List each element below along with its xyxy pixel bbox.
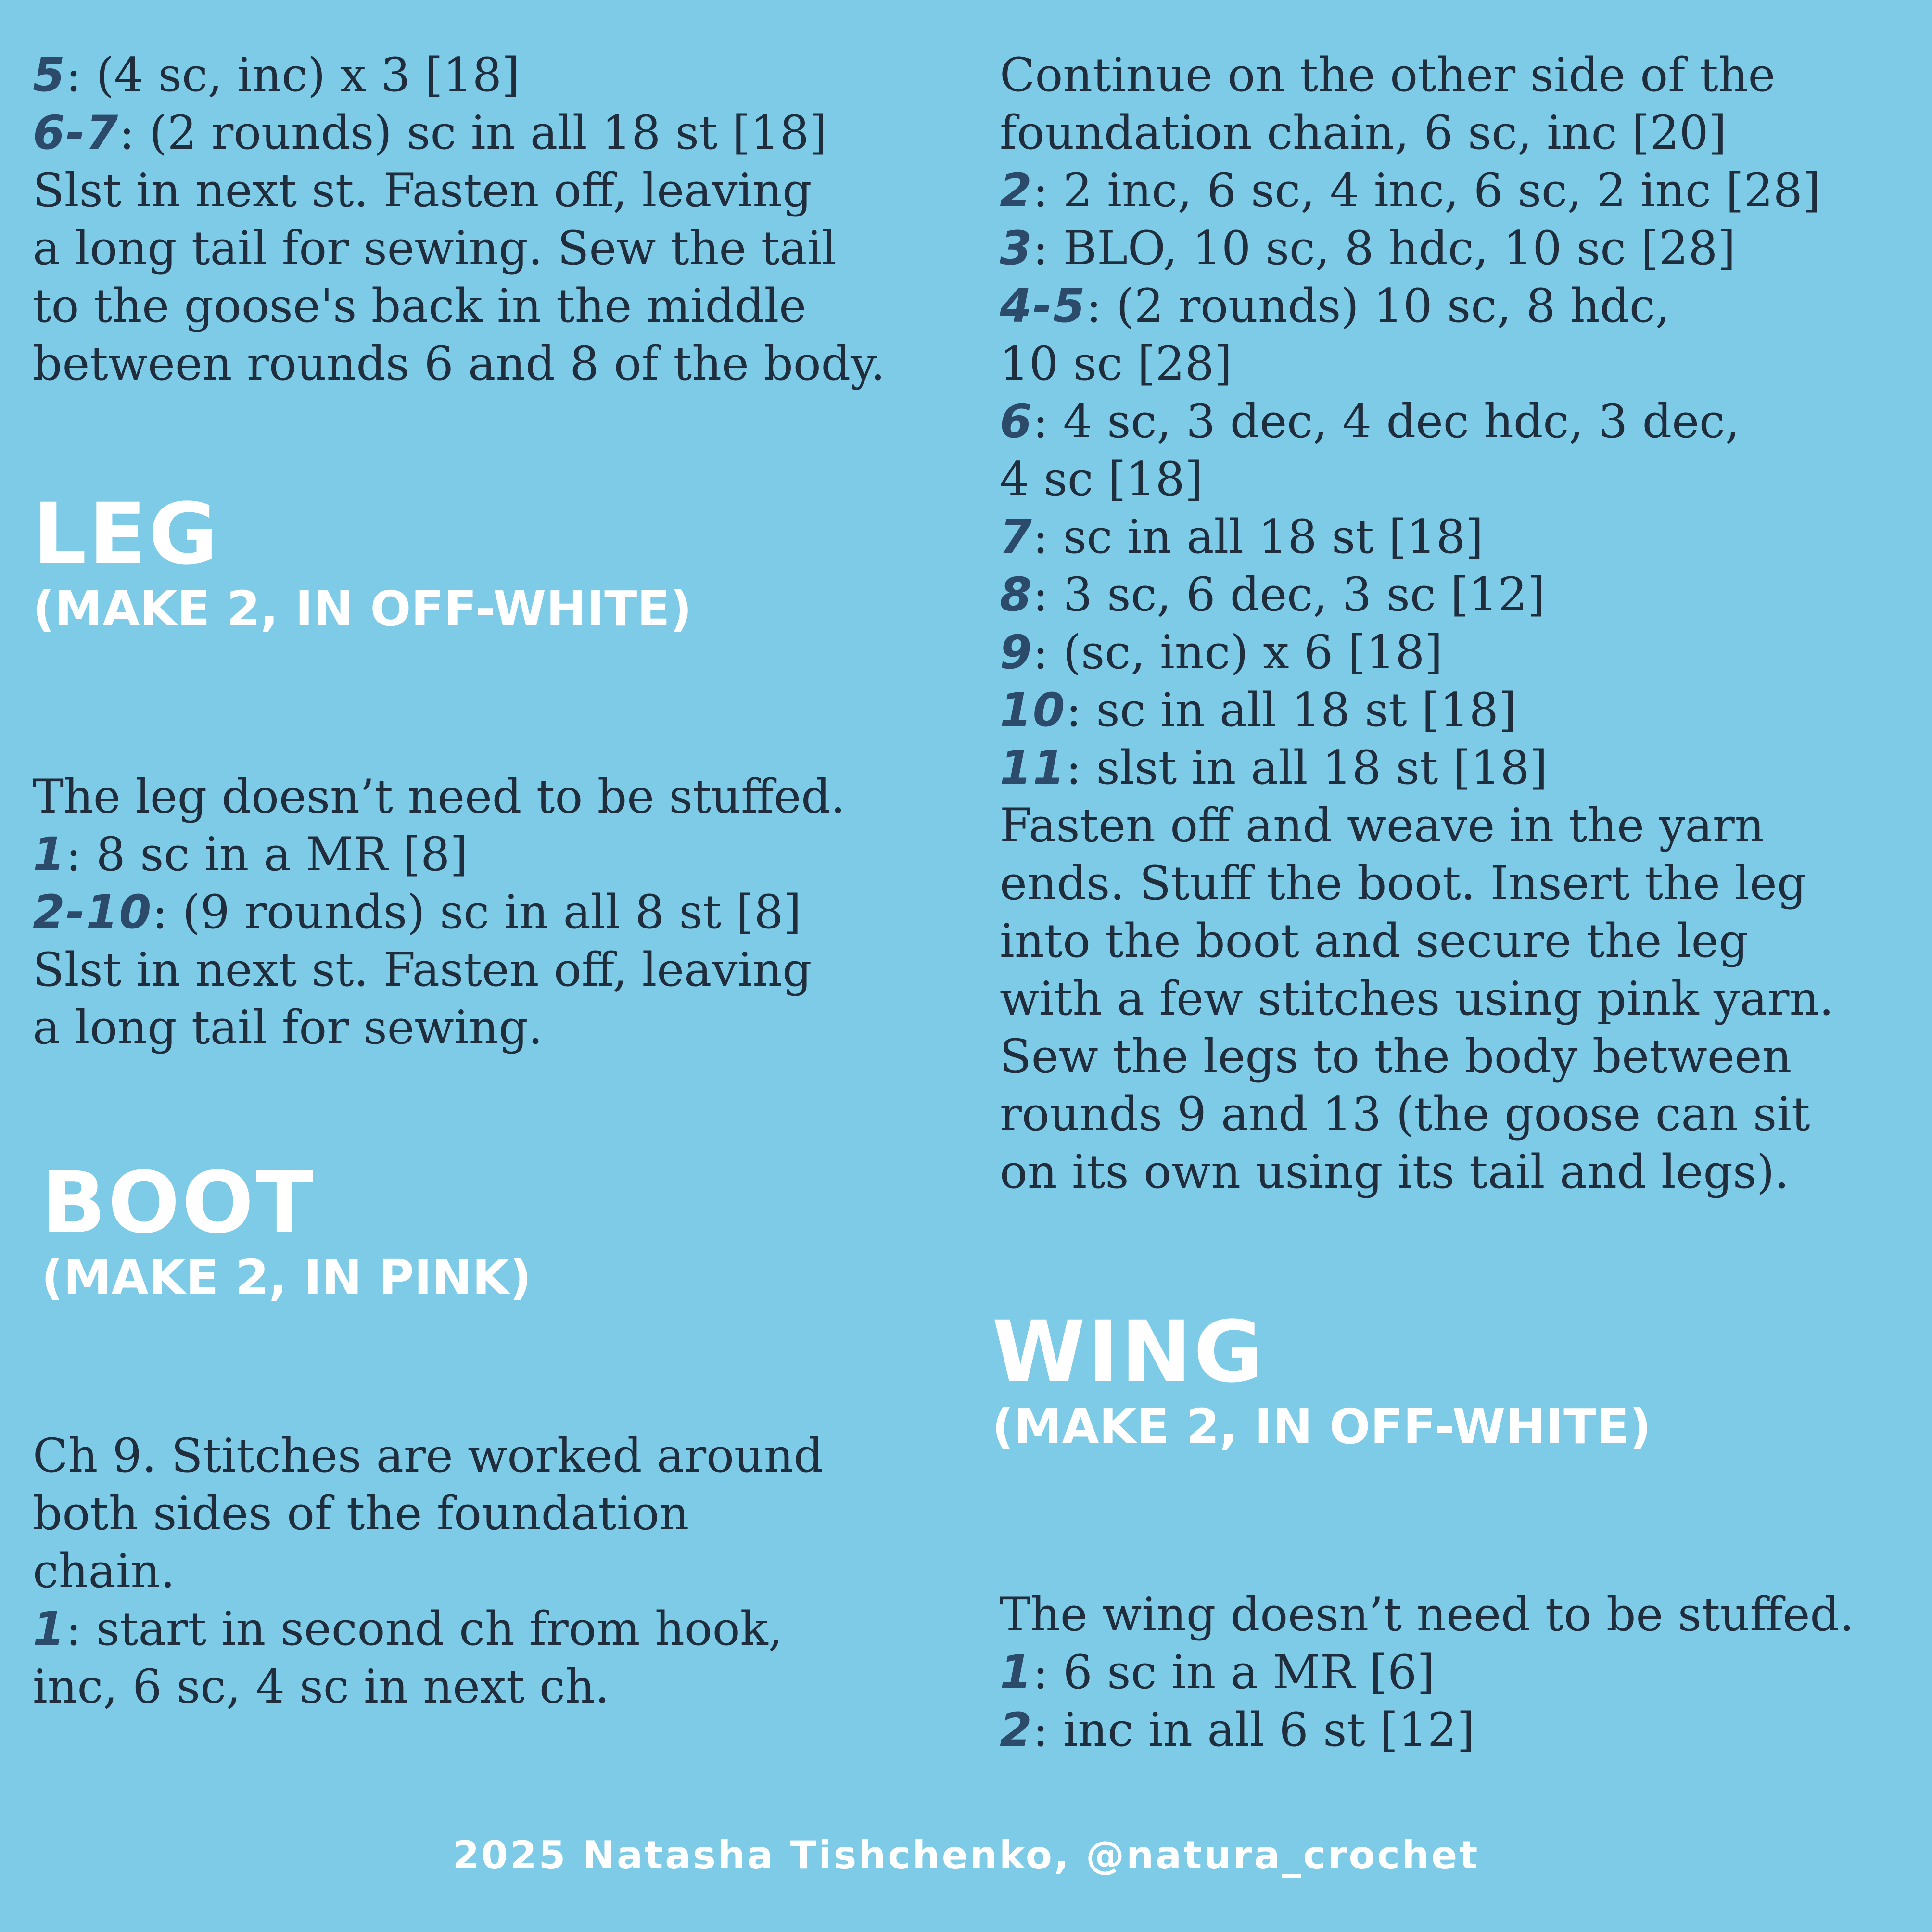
leg-note: The leg doesn’t need to be stuffed.	[33, 770, 846, 824]
round-instruction: : 6 sc in a MR [6]	[1032, 1645, 1435, 1699]
round-instruction: : 4 sc, 3 dec, 4 dec hdc, 3 dec,	[1032, 394, 1740, 448]
round-instruction: : (9 rounds) sc in all 8 st [8]	[152, 885, 801, 939]
pattern-round	[1000, 681, 1914, 739]
instruction-line: a long tail for sewing.	[33, 1001, 543, 1055]
round-instruction: : sc in all 18 st [18]	[1066, 683, 1517, 737]
instruction-line: a long tail for sewing. Sew the tail	[33, 221, 837, 275]
instruction-line: to the goose's back in the middle	[33, 279, 806, 333]
round-instruction: : (sc, inc) x 6 [18]	[1032, 625, 1443, 679]
instruction-line: into the boot and secure the leg	[1000, 914, 1748, 968]
instruction-line: Fasten off and weave in the yarn	[1000, 799, 1765, 852]
round-number: 5	[33, 48, 66, 102]
pattern-round	[1000, 335, 1914, 393]
pattern-round	[1000, 739, 1914, 797]
instruction-line: Slst in next st. Fasten off, leaving	[33, 943, 812, 997]
boot-subtitle: (MAKE 2, IN PINK)	[41, 1249, 532, 1306]
round-number: 1	[33, 1602, 66, 1656]
round-number: 2	[1000, 164, 1033, 217]
boot-title: BOOT	[41, 1154, 316, 1252]
leg-title: LEG	[33, 485, 220, 584]
round-number: 1	[33, 827, 66, 881]
pattern-round	[1000, 508, 1914, 566]
pattern-round	[1000, 393, 1914, 450]
pattern-round	[1000, 1643, 1914, 1701]
round-instruction: : sc in all 18 st [18]	[1032, 510, 1484, 564]
right-column	[992, 46, 1914, 1759]
footer-credit: 2025 Natasha Tishchenko, @natura_crochet	[452, 1833, 1480, 1878]
round-instruction: : 8 sc in a MR [8]	[65, 827, 468, 881]
round-instruction: : (2 rounds) 10 sc, 8 hdc,	[1086, 279, 1670, 333]
instruction-line: both sides of the foundation	[33, 1487, 689, 1540]
pattern-round	[33, 46, 976, 104]
pattern-round	[1000, 162, 1914, 219]
round-number: 8	[1000, 568, 1033, 622]
pattern-round	[33, 104, 976, 162]
wing-title: WING	[992, 1303, 1265, 1401]
pattern-round	[1000, 219, 1914, 277]
instruction-line: Slst in next st. Fasten off, leaving	[33, 164, 812, 217]
round-instruction: : (4 sc, inc) x 3 [18]	[65, 48, 520, 102]
instruction-line: between rounds 6 and 8 of the body.	[33, 337, 886, 391]
instruction-line: ends. Stuff the boot. Insert the leg	[1000, 856, 1807, 910]
round-number: 2-10	[33, 885, 153, 939]
round-instruction: 4 sc [18]	[1000, 452, 1203, 506]
round-number: 6-7	[33, 106, 119, 160]
round-instruction: : slst in all 18 st [18]	[1066, 741, 1548, 795]
left-column	[33, 46, 976, 1716]
round-number: 10	[1000, 683, 1066, 737]
pattern-round	[1000, 623, 1914, 681]
round-instruction: 10 sc [28]	[1000, 337, 1233, 391]
instruction-line: Sew the legs to the body between	[1000, 1030, 1792, 1083]
round-number: 11	[1000, 741, 1066, 795]
round-instruction: : (2 rounds) sc in all 18 st [18]	[119, 106, 827, 160]
round-instruction: : 2 inc, 6 sc, 4 inc, 6 sc, 2 inc [28]	[1032, 164, 1821, 217]
boot-section	[33, 1154, 976, 1307]
round-number: 3	[1000, 221, 1033, 275]
round-instruction: : inc in all 6 st [12]	[1032, 1703, 1475, 1757]
round-number: 9	[1000, 625, 1033, 679]
pattern-round	[1000, 566, 1914, 623]
instruction-line: rounds 9 and 13 (the goose can sit	[1000, 1087, 1810, 1141]
round-number: 6	[1000, 394, 1033, 448]
round-instruction: : 3 sc, 6 dec, 3 sc [12]	[1032, 568, 1546, 622]
instruction-line: chain.	[33, 1544, 175, 1598]
instruction-line: foundation chain, 6 sc, inc [20]	[1000, 106, 1727, 160]
wing-section	[992, 1303, 1914, 1456]
instruction-line: with a few stitches using pink yarn.	[1000, 972, 1834, 1026]
round-number: 1	[1000, 1645, 1033, 1699]
round-number: 2	[1000, 1703, 1033, 1757]
round-number: 7	[1000, 510, 1033, 564]
instruction-line: Continue on the other side of the	[1000, 48, 1776, 102]
pattern-round	[1000, 1701, 1914, 1759]
pattern-round	[33, 826, 976, 883]
leg-section	[33, 485, 976, 1056]
pattern-round	[1000, 450, 1914, 508]
wing-subtitle: (MAKE 2, IN OFF-WHITE)	[992, 1398, 1652, 1455]
instruction-line: on its own using its tail and legs).	[1000, 1145, 1790, 1199]
pattern-round	[33, 1600, 976, 1658]
pattern-round	[1000, 277, 1914, 335]
pattern-round	[33, 883, 976, 941]
round-instruction: : BLO, 10 sc, 8 hdc, 10 sc [28]	[1032, 221, 1736, 275]
round-number: 4-5	[1000, 279, 1086, 333]
instruction-line: Ch 9. Stitches are worked around	[33, 1429, 824, 1483]
wing-note: The wing doesn’t need to be stuffed.	[1000, 1588, 1855, 1641]
round-instruction: : start in second ch from hook,	[65, 1602, 783, 1656]
instruction-line: inc, 6 sc, 4 sc in next ch.	[33, 1660, 610, 1714]
leg-subtitle: (MAKE 2, IN OFF-WHITE)	[33, 581, 692, 637]
